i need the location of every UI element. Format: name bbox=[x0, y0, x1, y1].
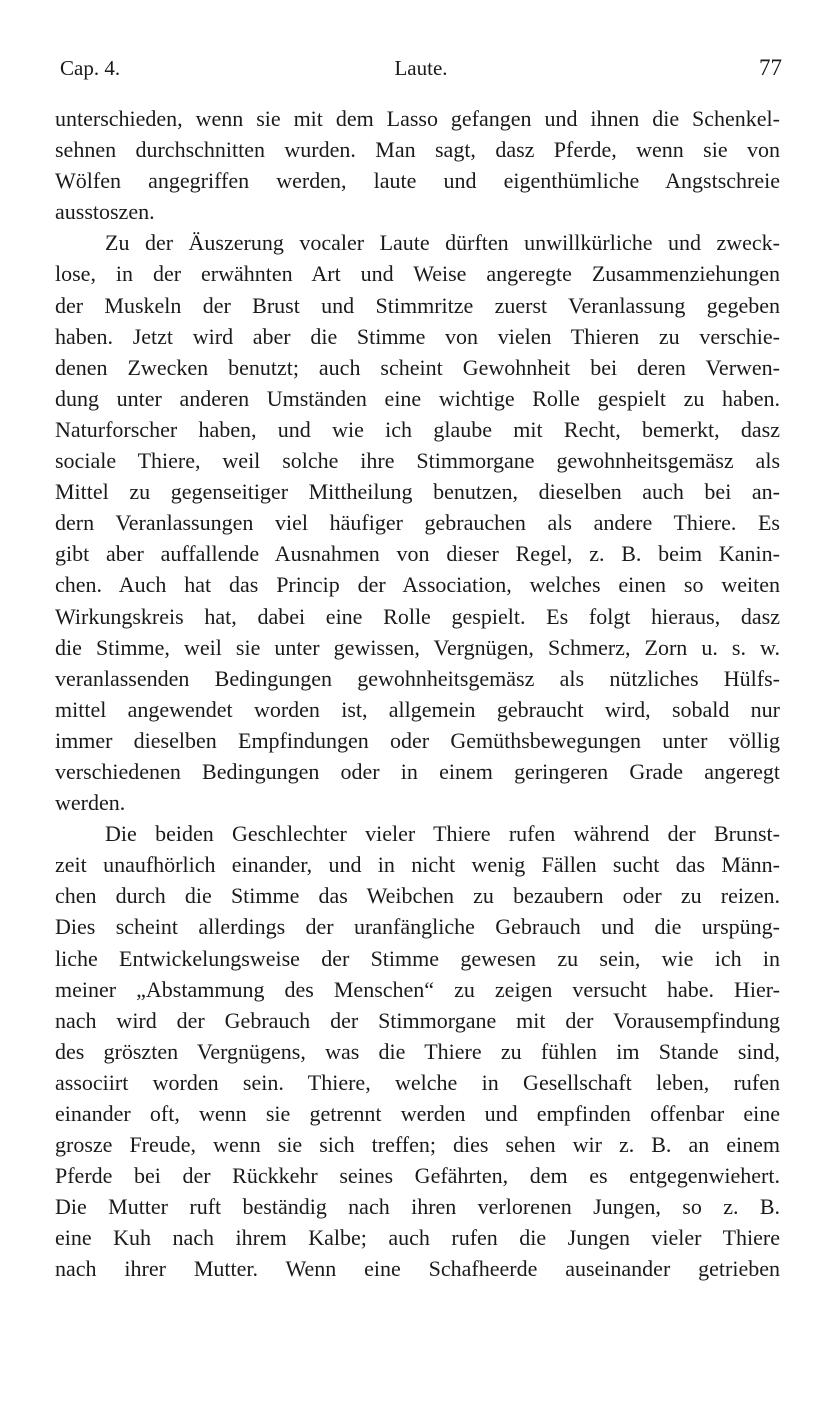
text-line: unterschieden, wenn sie mit dem Lasso gefangen und ihnen die Schenkel- bbox=[55, 106, 780, 131]
text-line: denen Zwecken benutzt; auch scheint Gewohnheit bei deren Verwen- bbox=[55, 354, 780, 380]
text-line: sociale Thiere, weil solche ihre Stimmorgane gewohnheitsgemäsz als bbox=[55, 448, 780, 474]
text-line: Die beiden Geschlechter vieler Thiere rufen während der Brunst- bbox=[105, 821, 780, 847]
text-line: haben. Jetzt wird aber die Stimme von vielen Thieren zu verschie- bbox=[55, 323, 780, 349]
text-line: dern Veranlassungen viel häufiger gebrauchen als andere Thiere. Es bbox=[55, 510, 780, 536]
text-line: nach ihrer Mutter. Wenn eine Schafheerde auseinander getrieben bbox=[55, 1256, 780, 1282]
text-line: nach wird der Gebrauch der Stimmorgane mit der Vorausempfindung bbox=[55, 1007, 780, 1033]
text-line: associirt worden sein. Thiere, welche in Gesellschaft leben, rufen bbox=[55, 1069, 780, 1095]
chapter-label: Cap. 4. bbox=[60, 56, 121, 80]
running-head bbox=[60, 52, 782, 84]
text-line: verschiedenen Bedingungen oder in einem geringeren Grade angeregt bbox=[55, 758, 780, 784]
text-line: mittel angewendet worden ist, allgemein gebraucht wird, sobald nur bbox=[55, 696, 780, 722]
text-line: Wölfen angegriffen werden, laute und eigenthümliche Angstschreie bbox=[55, 168, 780, 194]
text-line: Naturforscher haben, und wie ich glaube mit Recht, bemerkt, dasz bbox=[55, 416, 780, 442]
text-line: meiner „Abstammung des Menschen“ zu zeigen versucht habe. Hier- bbox=[55, 976, 780, 1002]
text-line: chen durch die Stimme das Weibchen zu bezaubern oder zu reizen. bbox=[55, 883, 780, 909]
text-line: Pferde bei der Rückkehr seines Gefährten, dem es entgegenwiehert. bbox=[55, 1163, 780, 1189]
text-line: immer dieselben Empfindungen oder Gemüthsbewegungen unter völlig bbox=[55, 727, 780, 753]
text-line: grosze Freude, wenn sie sich treffen; dies sehen wir z. B. an einem bbox=[55, 1132, 780, 1158]
text-line: zeit unaufhörlich einander, und in nicht wenig Fällen sucht das Männ- bbox=[55, 852, 780, 878]
text-line: Dies scheint allerdings der uranfängliche Gebrauch und die urspüng- bbox=[55, 914, 780, 940]
text-line: ausstoszen. bbox=[55, 199, 155, 225]
text-line: Mittel zu gegenseitiger Mittheilung benutzen, dieselben auch bei an- bbox=[55, 479, 780, 505]
section-title: Laute. bbox=[394, 56, 448, 80]
text-line: des gröszten Vergnügens, was die Thiere zu fühlen im Stande sind, bbox=[55, 1038, 780, 1064]
text-line: Zu der Äuszerung vocaler Laute dürften unwillkürliche und zweck- bbox=[105, 230, 780, 256]
text-line: der Muskeln der Brust und Stimmritze zuerst Veranlassung gegeben bbox=[55, 292, 780, 318]
text-line: werden. bbox=[55, 790, 126, 816]
text-line: veranlassenden Bedingungen gewohnheitsgemäsz als nützliches Hülfs- bbox=[55, 665, 780, 691]
text-line: eine Kuh nach ihrem Kalbe; auch rufen die Jungen vieler Thiere bbox=[55, 1225, 780, 1251]
text-line: gibt aber auffallende Ausnahmen von dieser Regel, z. B. beim Kanin- bbox=[55, 541, 780, 567]
text-line: Die Mutter ruft beständig nach ihren verlorenen Jungen, so z. B. bbox=[55, 1194, 780, 1220]
body-text bbox=[55, 103, 780, 1285]
text-line: sehnen durchschnitten wurden. Man sagt, dasz Pferde, wenn sie von bbox=[55, 137, 780, 163]
page-number: 77 bbox=[759, 55, 782, 80]
text-line: lose, in der erwähnten Art und Weise angeregte Zusammenziehungen bbox=[55, 261, 780, 287]
text-line: einander oft, wenn sie getrennt werden und empfinden offenbar eine bbox=[55, 1101, 780, 1126]
text-line: die Stimme, weil sie unter gewissen, Vergnügen, Schmerz, Zorn u. s. w. bbox=[55, 634, 780, 660]
text-line: liche Entwickelungsweise der Stimme gewesen zu sein, wie ich in bbox=[55, 945, 780, 971]
text-line: Wirkungskreis hat, dabei eine Rolle gespielt. Es folgt hieraus, dasz bbox=[55, 603, 780, 629]
text-line: chen. Auch hat das Princip der Association, welches einen so weiten bbox=[55, 572, 780, 598]
text-line: dung unter anderen Umständen eine wichtige Rolle gespielt zu haben. bbox=[55, 385, 780, 411]
